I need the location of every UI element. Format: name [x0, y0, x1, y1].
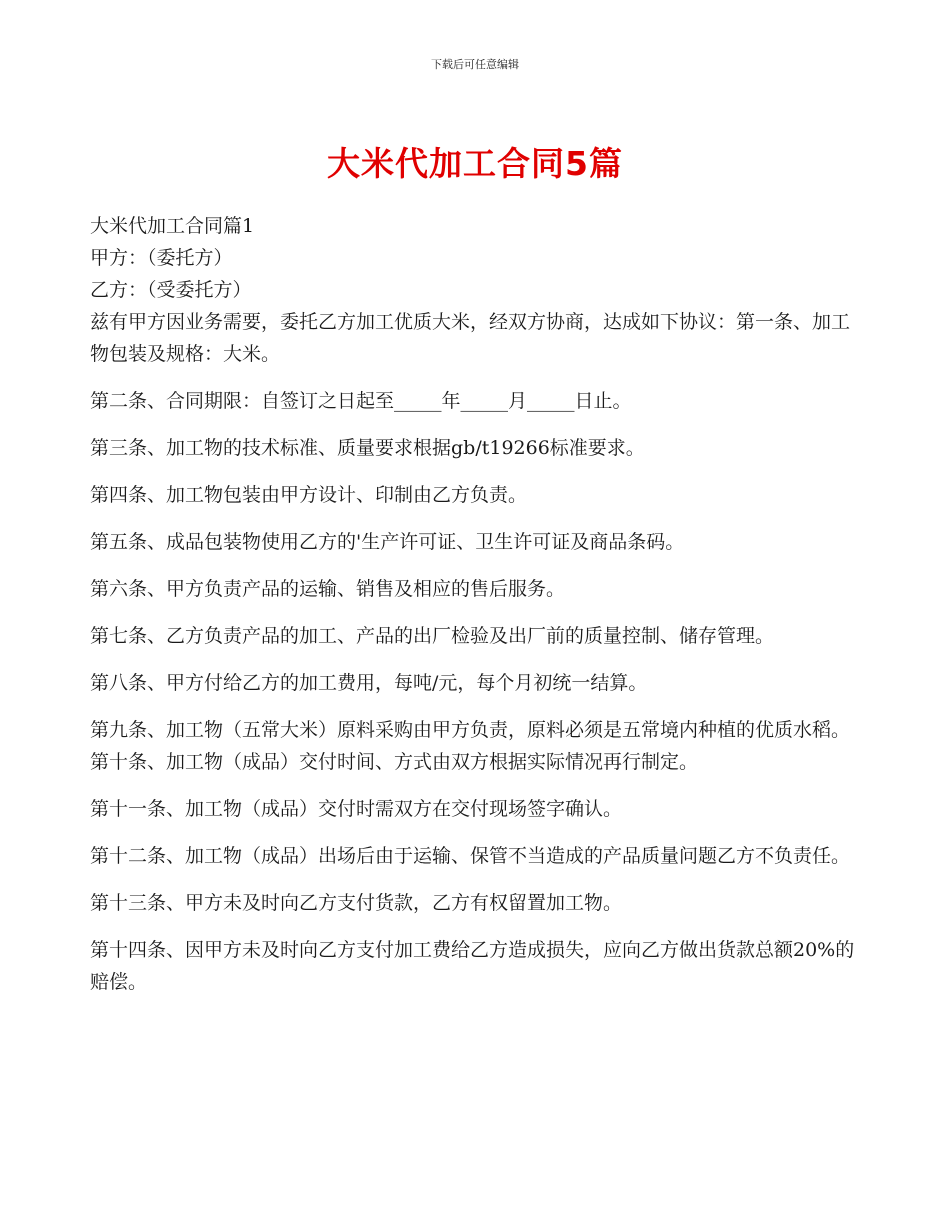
clause-paragraph: 第十二条、加工物（成品）出场后由于运输、保管不当造成的产品质量问题乙方不负责任。 [90, 845, 851, 867]
header-note: 下载后可任意编辑 [431, 58, 519, 71]
clause-paragraph: 第九条、加工物（五常大米）原料采购由甲方负责，原料必须是五常境内种植的优质水稻。第十条、加工物（成品）交付时间、方式由双方根据实际情况再行制定。 [90, 719, 851, 773]
clause-paragraph: 第七条、乙方负责产品的加工、产品的出厂检验及出厂前的质量控制、储存管理。 [90, 625, 775, 647]
document-title: 大米代加工合同5篇 [327, 144, 623, 183]
clause-paragraph: 第四条、加工物包装由甲方设计、印制由乙方负责。 [90, 484, 528, 506]
clause-paragraph: 第十三条、甲方未及时向乙方支付货款，乙方有权留置加工物。 [90, 892, 623, 914]
party-b-line: 乙方：（受委托方） [90, 279, 252, 301]
clause-paragraph: 第二条、合同期限：自签订之日起至_____年_____月_____日止。 [90, 390, 632, 412]
clause-paragraph: 第十四条、因甲方未及时向乙方支付加工费给乙方造成损失，应向乙方做出货款总额20%的赔偿。 [90, 939, 855, 993]
clause-paragraph: 第八条、甲方付给乙方的加工费用，每吨/元，每个月初统一结算。 [90, 672, 648, 694]
clause-paragraph: 兹有甲方因业务需要，委托乙方加工优质大米，经双方协商，达成如下协议：第一条、加工物包装及规格：大米。 [90, 311, 851, 365]
clause-paragraph: 第六条、甲方负责产品的运输、销售及相应的售后服务。 [90, 578, 566, 600]
document-body [90, 210, 855, 1013]
party-a-line: 甲方：（委托方） [90, 247, 233, 269]
section-heading: 大米代加工合同篇1 [90, 215, 255, 237]
clause-paragraph: 第三条、加工物的技术标准、质量要求根据gb/t19266标准要求。 [90, 437, 645, 459]
clause-paragraph: 第五条、成品包装物使用乙方的'生产许可证、卫生许可证及商品条码。 [90, 531, 685, 553]
clause-paragraph: 第十一条、加工物（成品）交付时需双方在交付现场签字确认。 [90, 798, 623, 820]
